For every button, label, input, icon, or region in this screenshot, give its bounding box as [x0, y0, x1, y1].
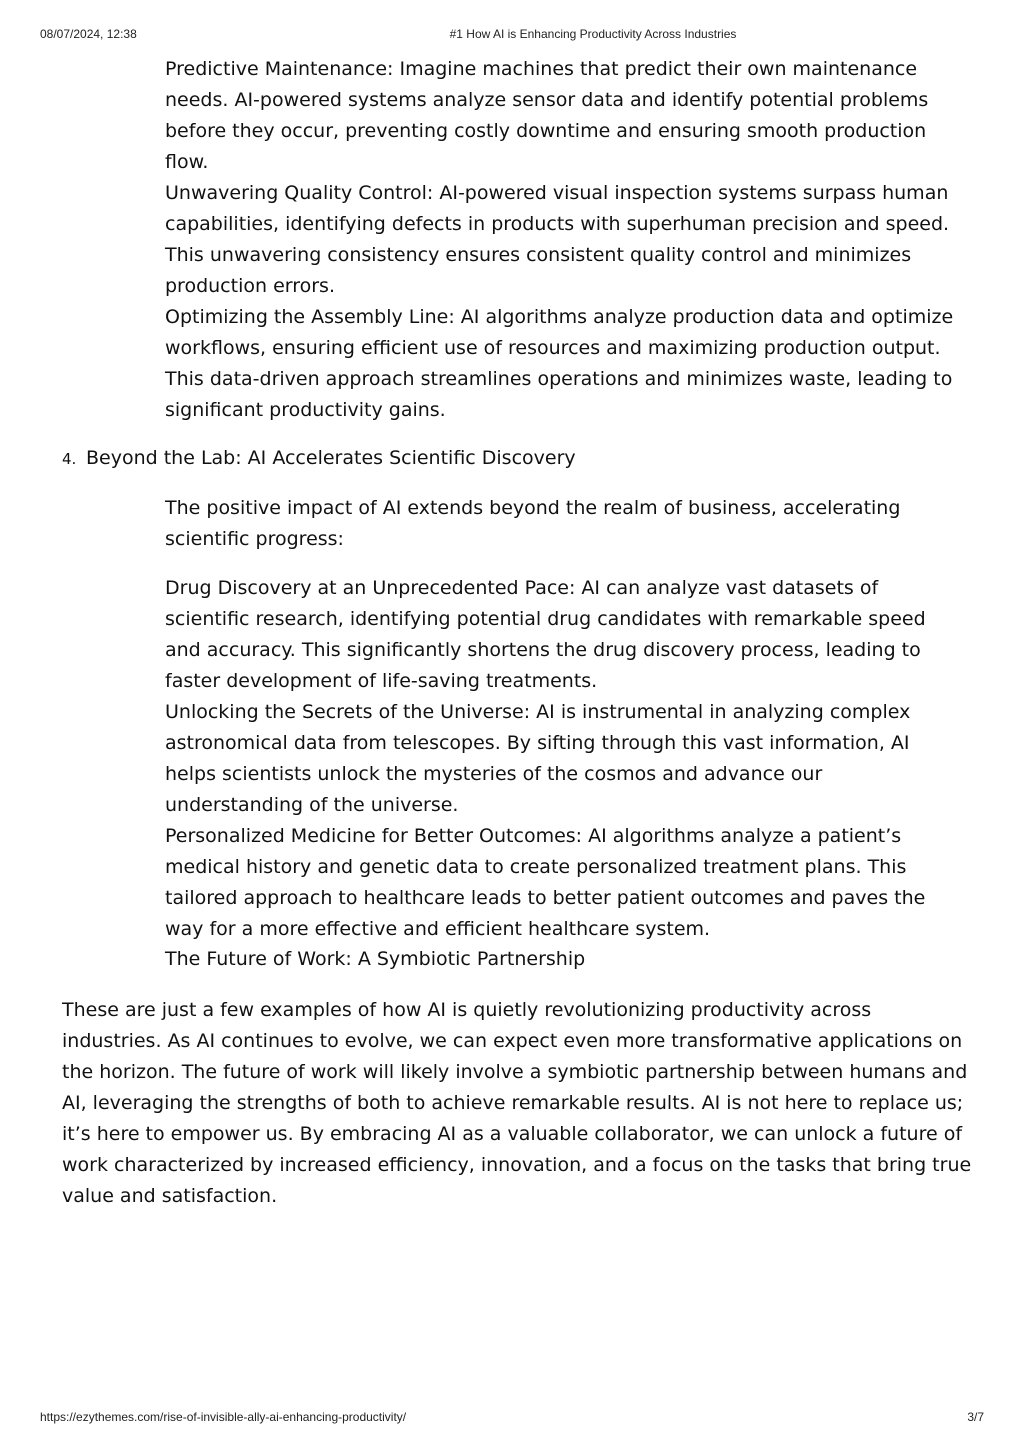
science-point-personalized-medicine: Personalized Medicine for Better Outcomes: AI algorithms analyze a patient’s medical history and genetic data to create personalized treatment plans. This tailored approach to healthcare leads to better patient outcomes and paves the way for a more effective and efficient healthcare system.: [165, 825, 926, 940]
future-of-work-subheading: The Future of Work: A Symbiotic Partnership: [165, 948, 586, 970]
science-point-universe: Unlocking the Secrets of the Universe: AI is instrumental in analyzing complex astronomical data from telescopes. By sifting through this vast information, AI helps scientists unlock the mysteries of the cosmos and advance our understanding of the universe.: [165, 701, 911, 816]
print-datetime: 08/07/2024, 12:38: [40, 27, 137, 41]
section-number: 4.: [62, 450, 77, 468]
science-point-drug-discovery: Drug Discovery at an Unprecedented Pace: AI can analyze vast datasets of scientific research, identifying potential drug candidates with remarkable speed and accuracy. This significantly shortens the drug discovery process, leading to faster development of life-saving treatments.: [165, 577, 926, 692]
manufacturing-point-quality-control: Unwavering Quality Control: AI-powered visual inspection systems surpass human capabilities, identifying defects in products with superhuman precision and speed. This unwavering consistency ensures consistent quality control and minimizes production errors.: [165, 182, 950, 297]
print-header: [0, 27, 1024, 43]
print-footer: [0, 1410, 1024, 1426]
section-intro: The positive impact of AI extends beyond the realm of business, accelerating scientific progress:: [165, 497, 901, 550]
conclusion-paragraph: These are just a few examples of how AI is quietly revolutionizing productivity across industries. As AI continues to evolve, we can expect even more transformative applications on the horizon. The future of work will likely involve a symbiotic partnership between humans and AI, leveraging the strengths of both to achieve remarkable results. AI is not here to replace us; it’s here to empower us. By embracing AI as a valuable collaborator, we can unlock a future of work characterized by increased efficiency, innovation, and a focus on the tasks that bring true value and satisfaction.: [62, 999, 972, 1207]
print-page-title: #1 How AI is Enhancing Productivity Across Industries: [449, 27, 737, 41]
manufacturing-point-predictive-maintenance: Predictive Maintenance: Imagine machines that predict their own maintenance needs. AI-powered systems analyze sensor data and identify potential problems before they occur, preventing costly downtime and ensuring smooth production flow.: [165, 58, 929, 173]
manufacturing-point-assembly-line: Optimizing the Assembly Line: AI algorithms analyze production data and optimize workflows, ensuring efficient use of resources and maximizing production output. This data-driven approach streamlines operations and minimizes waste, leading to significant productivity gains.: [165, 306, 954, 421]
section-heading: Beyond the Lab: AI Accelerates Scientific Discovery: [86, 447, 576, 469]
print-url: https://ezythemes.com/rise-of-invisible-ally-ai-enhancing-productivity/: [40, 1410, 407, 1424]
page-number: 3/7: [967, 1410, 984, 1424]
